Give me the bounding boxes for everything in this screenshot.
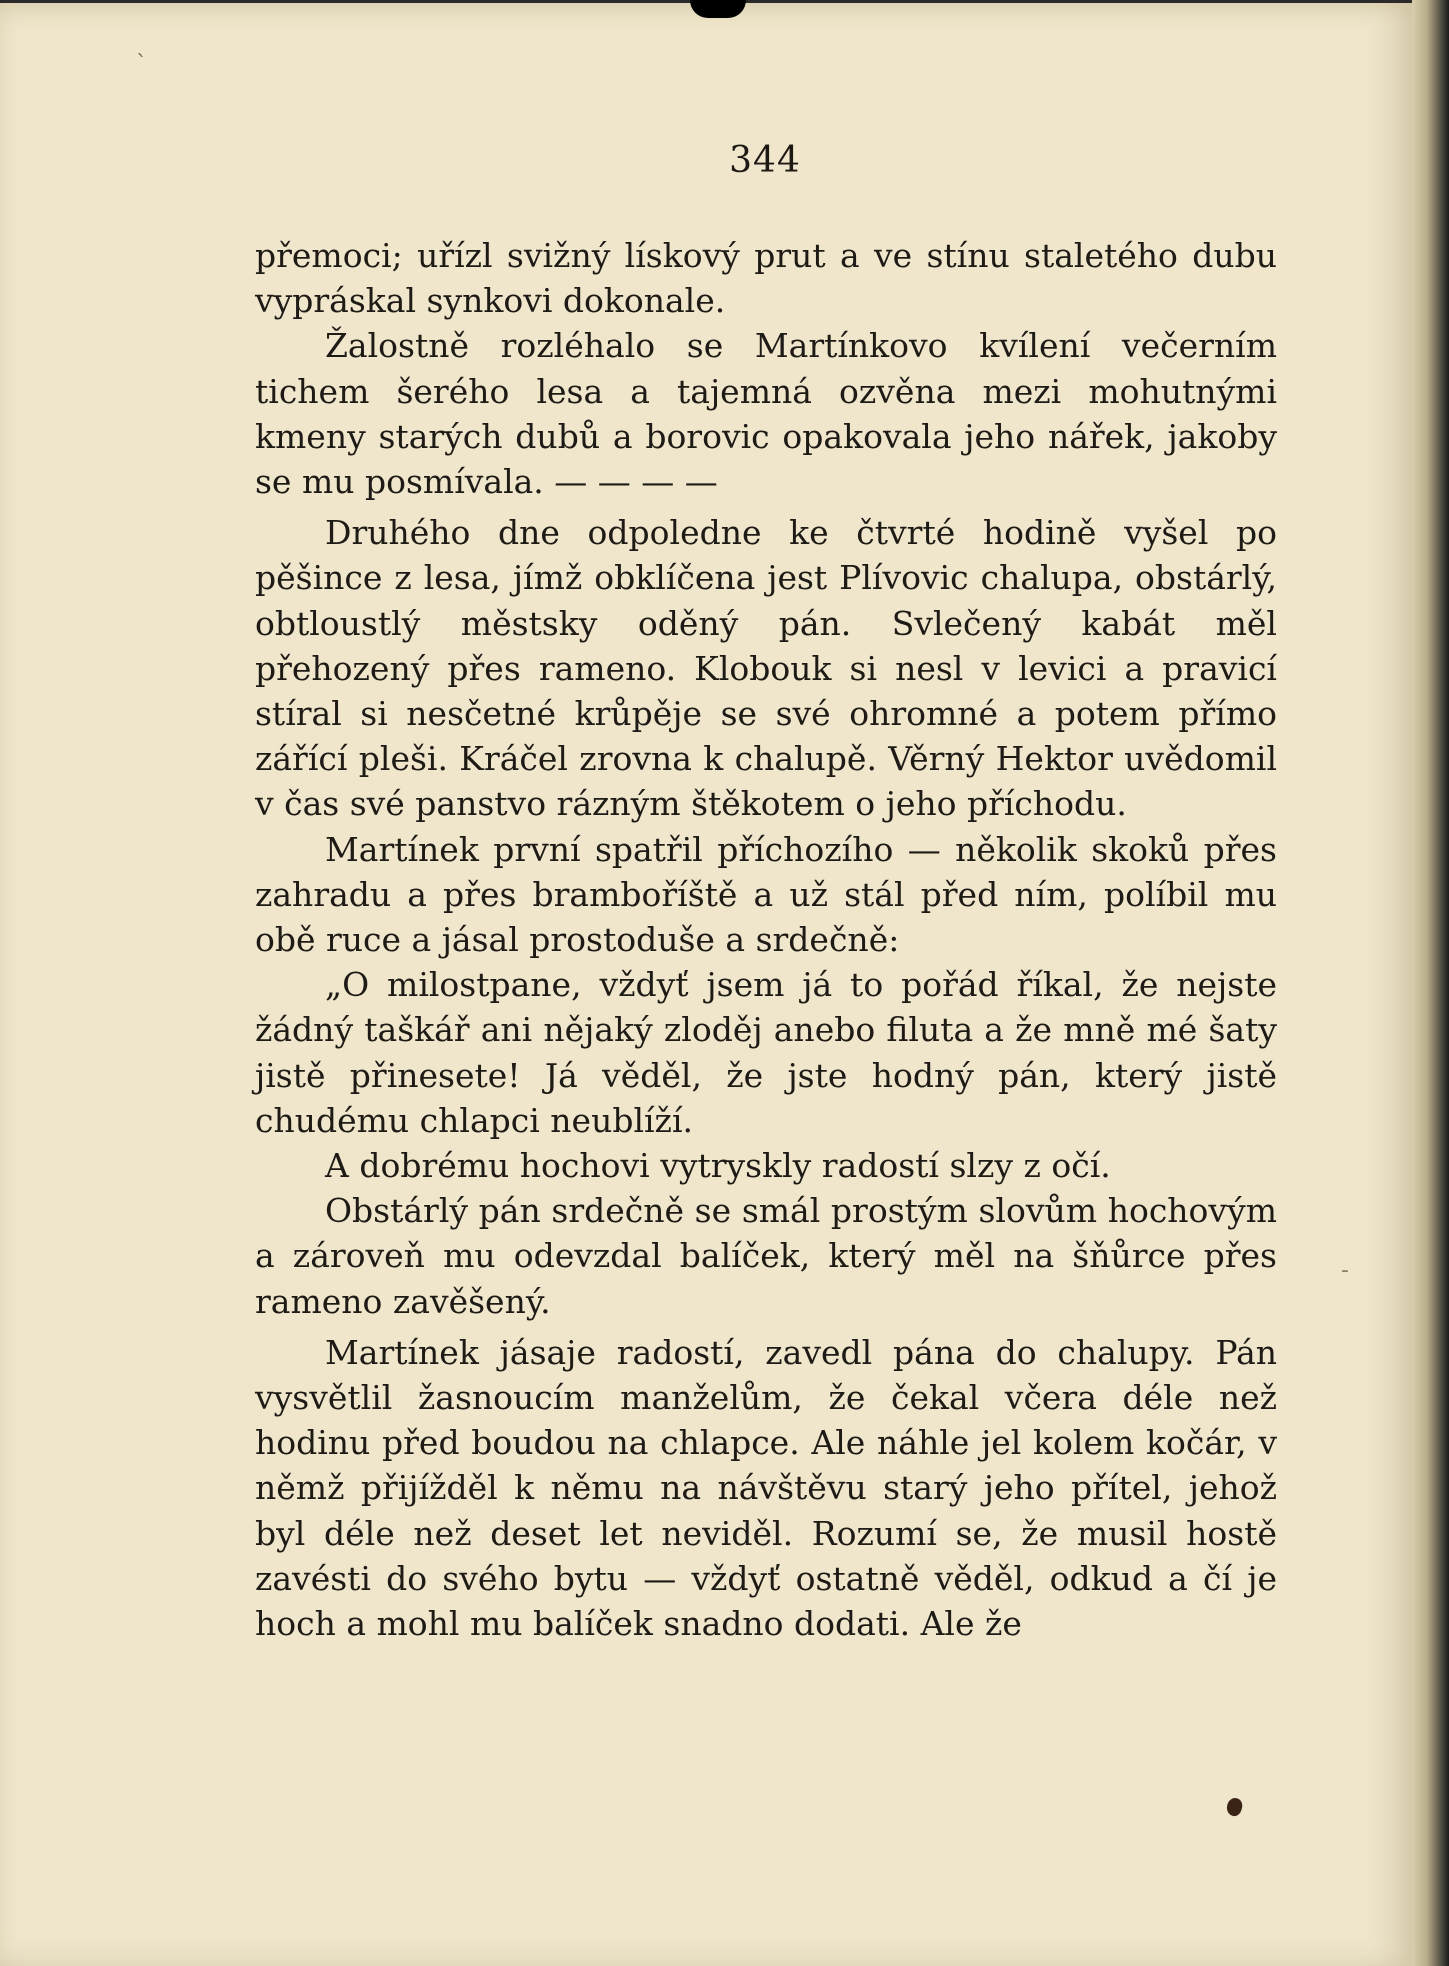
paragraph: A dobrému hochovi vytryskly radostí slzy z očí.	[325, 1146, 1111, 1186]
ink-blot	[1225, 1796, 1245, 1818]
page-edge-shadow	[1412, 0, 1449, 1966]
paragraph: Druhého dne odpoledne ke čtvrté hodině vyšel po pěšince z lesa, jímž obklíčena jest Plívovic chalupa, obstárlý, obtloustlý městsky oděný pán. Svlečený kabát měl přehozený přes rameno. Klobouk si nesl v levici a pravicí stíral si nesčetné krůpěje se své ohromné a potem přímo zářící pleši. Kráčel zrovna k chalupě. Věrný Hektor uvědomil v čas své panstvo rázným štěkotem o jeho příchodu.	[255, 513, 1277, 824]
scanner-clip	[690, 0, 746, 18]
margin-mark-top-left: `	[136, 52, 147, 77]
paragraph: přemoci; uřízl svižný lískový prut a ve stínu staletého dubu vypráskal synkovi dokonale.	[255, 236, 1277, 321]
paragraph: Žalostně rozléhalo se Martínkovo kvílení večerním tichem šerého lesa a tajemná ozvěna mezi mohutnými kmeny starých dubů a borovic opakovala jeho nářek, jakoby se mu posmívala. — — — —	[255, 326, 1277, 502]
body-text	[255, 233, 1277, 1646]
paragraph: Martínek první spatřil příchozího — několik skoků přes zahradu a přes bramboříště a už stál před ním, políbil mu obě ruce a jásal prostoduše a srdečně:	[255, 829, 1277, 960]
paragraph: Obstárlý pán srdečně se smál prostým slovům hochovým a zároveň mu odevzdal balíček, který měl na šňůrce přes rameno zavěšený.	[255, 1191, 1277, 1321]
page-number: 344	[729, 140, 801, 181]
margin-mark-right: -	[1341, 1258, 1349, 1283]
paragraph: „O milostpane, vždyť jsem já to pořád říkal, že nejste žádný taškář ani nějaký zloděj anebo filuta a že mně mé šaty jistě přinesete! Já věděl, že jste hodný pán, který jistě chudému chlapci neublíží.	[255, 965, 1277, 1140]
paragraph: Martínek jásaje radostí, zavedl pána do chalupy. Pán vysvětlil žasnoucím manželům, že čekal včera déle než hodinu před boudou na chlapce. Ale náhle jel kolem kočár, v němž přijížděl k němu na návštěvu starý jeho přítel, jehož byl déle než deset let neviděl. Rozumí se, že musil hostě zavésti do svého bytu — vždyť ostatně věděl, odkud a čí je hoch a mohl mu balíček snadno dodati. Ale že	[255, 1332, 1277, 1644]
